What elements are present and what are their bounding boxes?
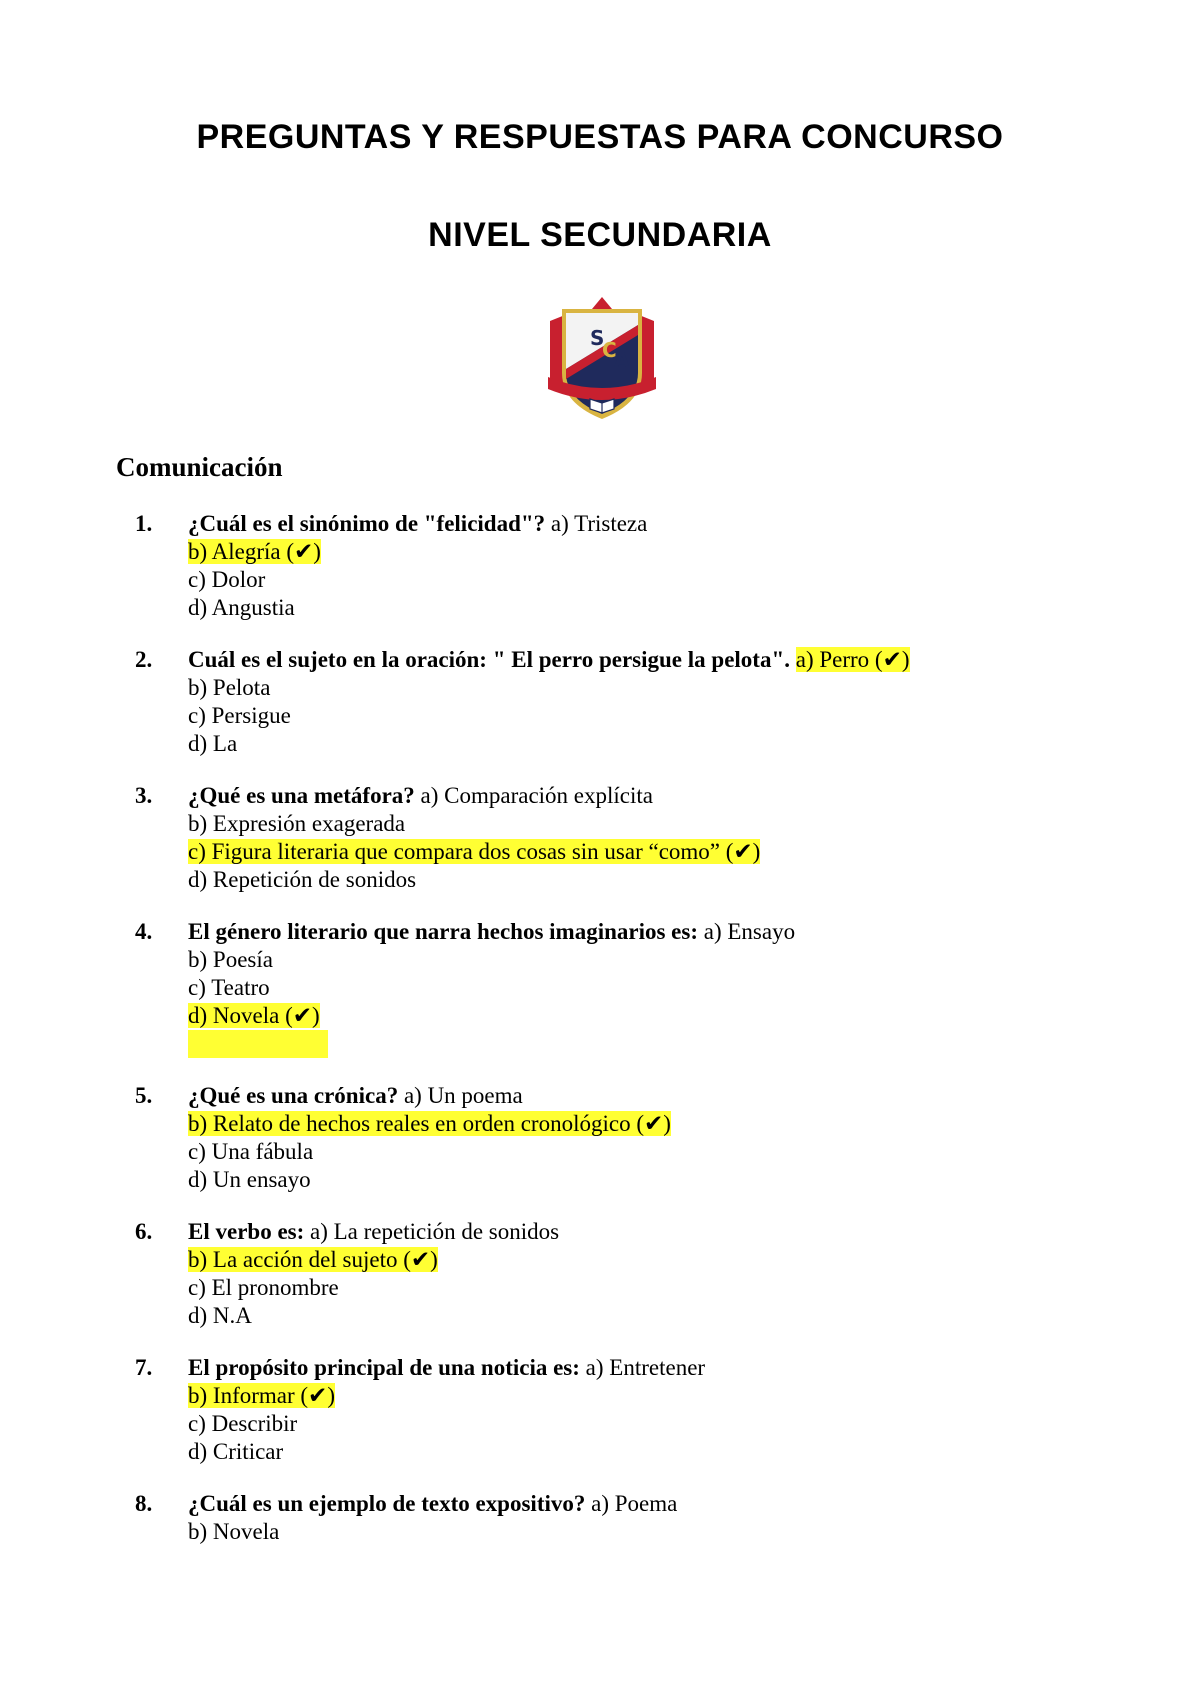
option-a: a) Comparación explícita xyxy=(420,783,653,808)
question-item xyxy=(0,1218,1200,1330)
question-text: Cuál es el sujeto en la oración: " El perro persigue la pelota". xyxy=(188,647,790,672)
option-b: b) Pelota xyxy=(188,675,271,700)
option-a: a) Un poema xyxy=(403,1083,523,1108)
question-number: 4. xyxy=(135,919,153,944)
option-b-correct: b) Relato de hechos reales en orden cronológico (✔) xyxy=(188,1111,671,1136)
question-item xyxy=(0,918,1200,1058)
crest-initial-a: A xyxy=(614,348,630,372)
question-text: El propósito principal de una noticia es: xyxy=(188,1355,580,1380)
option-d: d) Un ensayo xyxy=(188,1167,311,1192)
question-list xyxy=(0,510,1200,1570)
question-item xyxy=(0,510,1200,622)
question-text: ¿Cuál es el sinónimo de "felicidad"? xyxy=(188,511,546,536)
option-d: d) La xyxy=(188,731,238,756)
section-heading: Comunicación xyxy=(116,452,283,482)
option-c: c) Persigue xyxy=(188,703,291,728)
question-text: El género literario que narra hechos imaginarios es: xyxy=(188,919,698,944)
option-d: d) Repetición de sonidos xyxy=(188,867,417,892)
question-text: ¿Qué es una metáfora? xyxy=(188,783,415,808)
option-b-correct: b) Informar (✔) xyxy=(188,1383,335,1408)
question-number: 2. xyxy=(135,647,153,672)
option-d-correct: d) Novela (✔) xyxy=(188,1003,320,1028)
option-c: c) El pronombre xyxy=(188,1275,339,1300)
option-c-correct: c) Figura literaria que compara dos cosas sin usar “como” (✔) xyxy=(188,839,761,864)
crest-initial-c: C xyxy=(602,338,617,362)
question-number: 7. xyxy=(135,1355,153,1380)
option-d: d) N.A xyxy=(188,1303,252,1328)
question-number: 8. xyxy=(135,1491,153,1516)
question-text: ¿Cuál es un ejemplo de texto expositivo? xyxy=(188,1491,586,1516)
option-c: c) Describir xyxy=(188,1411,298,1436)
option-a: a) La repetición de sonidos xyxy=(310,1219,560,1244)
option-c: c) Una fábula xyxy=(188,1139,314,1164)
question-item xyxy=(0,646,1200,758)
option-a: a) Ensayo xyxy=(703,919,796,944)
option-b: b) Expresión exagerada xyxy=(188,811,406,836)
option-b-correct: b) Alegría (✔) xyxy=(188,539,321,564)
school-crest-logo xyxy=(540,295,664,423)
option-c: c) Teatro xyxy=(188,975,270,1000)
highlight-empty-line xyxy=(188,1030,328,1058)
option-d: d) Criticar xyxy=(188,1439,284,1464)
question-number: 5. xyxy=(135,1083,153,1108)
question-number: 3. xyxy=(135,783,153,808)
crest-initial-s: S xyxy=(590,326,605,350)
option-b: b) Poesía xyxy=(188,947,273,972)
crest-peak xyxy=(592,297,612,309)
document-title: PREGUNTAS Y RESPUESTAS PARA CONCURSO xyxy=(196,118,1004,156)
option-c: c) Dolor xyxy=(188,567,266,592)
document-subtitle: NIVEL SECUNDARIA xyxy=(428,216,772,254)
question-item xyxy=(0,1354,1200,1466)
question-text: ¿Qué es una crónica? xyxy=(188,1083,399,1108)
question-item xyxy=(0,1082,1200,1194)
option-a: a) Entretener xyxy=(585,1355,706,1380)
option-a: a) Tristeza xyxy=(550,511,648,536)
question-item xyxy=(0,1490,1200,1546)
option-a-correct: a) Perro (✔) xyxy=(795,647,910,672)
question-number: 1. xyxy=(135,511,153,536)
question-item xyxy=(0,782,1200,894)
question-number: 6. xyxy=(135,1219,153,1244)
option-b-correct: b) La acción del sujeto (✔) xyxy=(188,1247,438,1272)
option-a: a) Poema xyxy=(591,1491,678,1516)
option-d: d) Angustia xyxy=(188,595,295,620)
option-b: b) Novela xyxy=(188,1519,280,1544)
question-text: El verbo es: xyxy=(188,1219,305,1244)
